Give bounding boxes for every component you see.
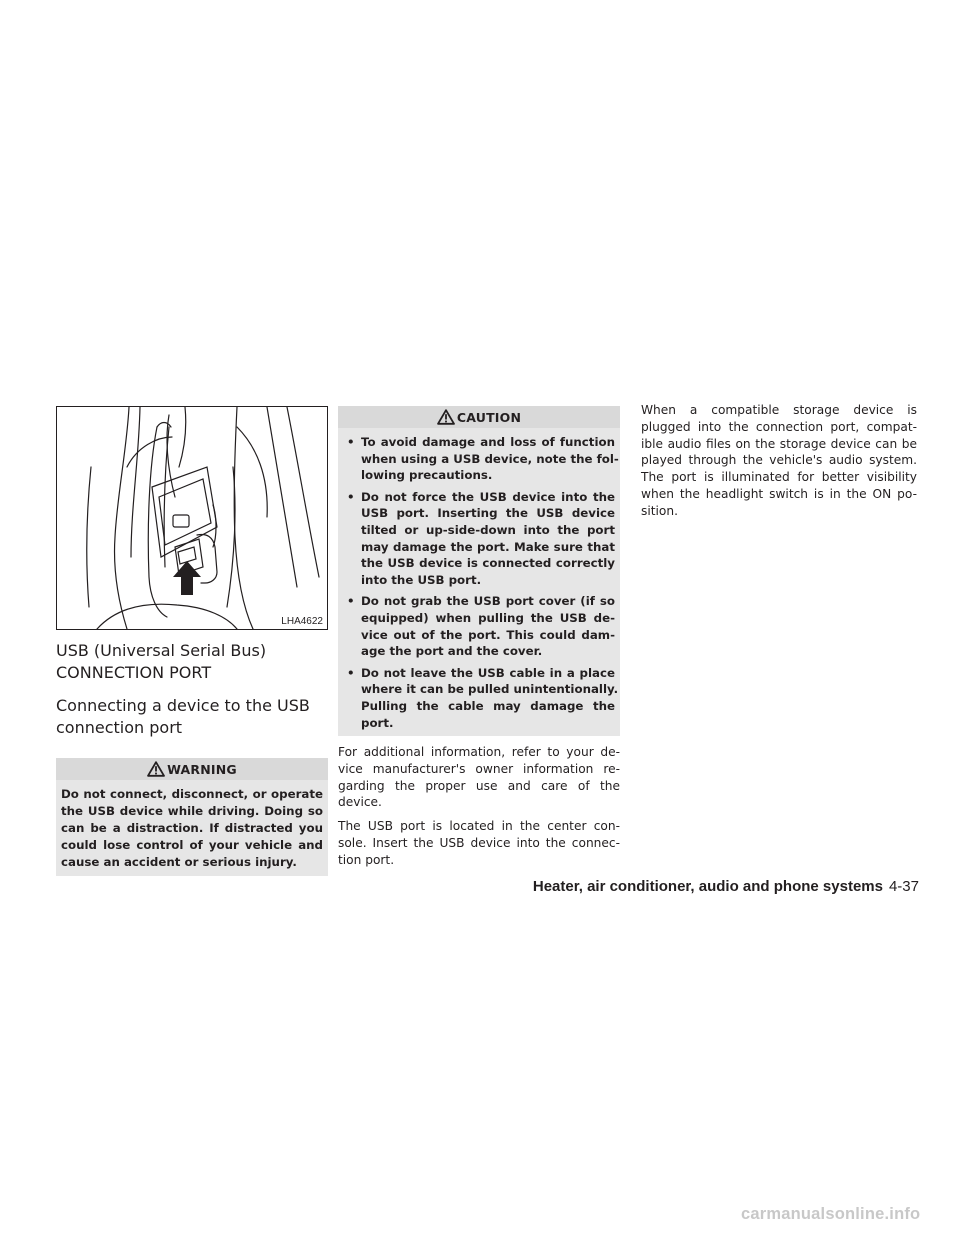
paragraph-compat: When a compatible storage device is plugged into the connection port, compat- ible audio files on the storage device can be played through the vehicle's audio system. The port is illuminated for better visibility when the headlight switch is in the ON po- sition.: [641, 403, 917, 518]
caution-box: [338, 406, 620, 736]
usb-port-illustration: [56, 406, 328, 630]
warning-box: [56, 758, 328, 876]
figure-id: LHA4622: [281, 616, 323, 627]
section-title: USB (Universal Serial Bus) CONNECTION PORT: [56, 641, 267, 682]
warning-heading: WARNING: [56, 758, 328, 780]
caution-heading: CAUTION: [338, 406, 620, 428]
list-item: • Do not grab the USB port cover (if so equipped) when pulling the USB de- vice out of the port. This could dam- age the port and the cover.: [347, 594, 615, 659]
console-drawing: [57, 407, 327, 629]
chapter-title: Heater, air conditioner, audio and phone systems: [532, 878, 883, 895]
page-footer: [519, 877, 919, 895]
paragraph-location: The USB port is located in the center con- sole. Insert the USB device into the connec- tion port.: [338, 819, 620, 867]
column-middle: [338, 406, 620, 876]
list-item: • Do not leave the USB cable in a place where it can be pulled unintentionally. Pulling the cable may damage the port.: [347, 665, 619, 730]
column-right: [641, 402, 917, 527]
caution-text: [338, 428, 620, 736]
warning-triangle-icon: [147, 761, 165, 777]
page-number: 4-37: [888, 878, 919, 895]
watermark: carmanualsonline.info: [741, 1205, 921, 1223]
paragraph-info: For additional information, refer to your de- vice manufacturer's owner information re- garding the proper use and care of the device.: [338, 745, 620, 810]
caution-list: [343, 434, 619, 731]
subsection-title: Connecting a device to the USB connection port: [56, 696, 310, 737]
list-item: • Do not force the USB device into the USB port. Inserting the USB device tilted or up-side-down into the port may damage the port. Make sure that the USB device is connected correctly into the USB port.: [347, 489, 615, 587]
warning-text: Do not connect, disconnect, or operate the USB device while driving. Doing so can be a distraction. If distracted you could lose control of your vehicle and cause an accident or serious injury.: [56, 780, 328, 876]
caution-triangle-icon: [437, 409, 455, 425]
column-left: [56, 406, 328, 876]
list-item: • To avoid damage and loss of function when using a USB device, note the fol- lowing precautions.: [347, 435, 619, 483]
